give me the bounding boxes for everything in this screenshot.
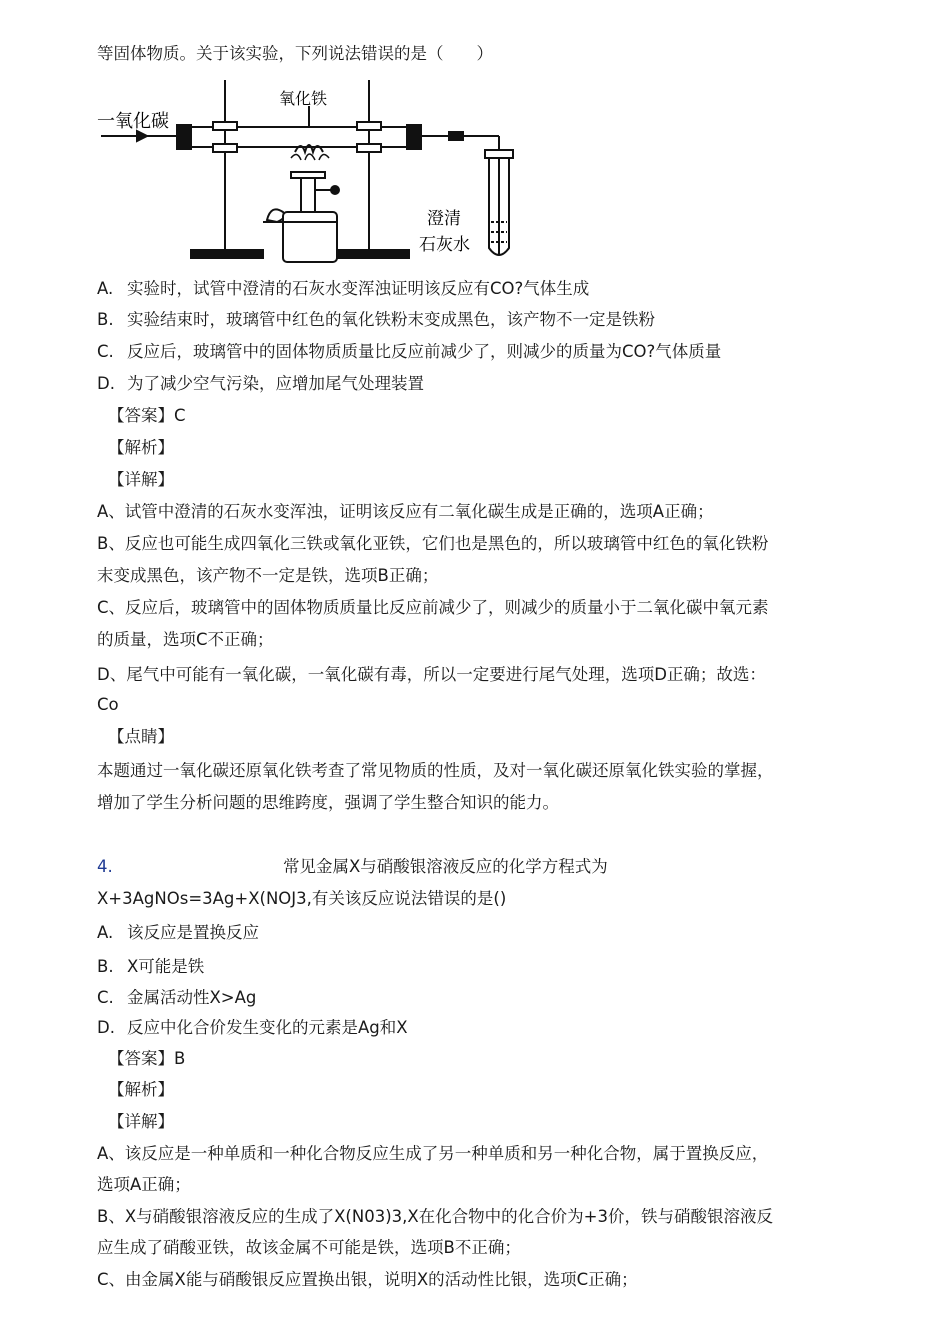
comment-label: 【点睛】 bbox=[108, 727, 174, 746]
explain-line: 应生成了硝酸亚铁，故该金属不可能是铁，选项B不正确； bbox=[97, 1238, 521, 1257]
explain-line: C、反应后，玻璃管中的固体物质质量比反应前减少了，则减少的质量小于二氧化碳中氧元素 bbox=[97, 598, 769, 617]
explain-line: 选项A正确； bbox=[97, 1175, 191, 1194]
label-fe2o3: 氧化铁 bbox=[279, 89, 328, 108]
option-b: B. 实验结束时，玻璃管中红色的氧化铁粉末变成黑色，该产物不一定是铁粉 bbox=[97, 310, 655, 329]
option-b: B. X可能是铁 bbox=[97, 957, 205, 976]
gas-container bbox=[283, 212, 337, 262]
explain-line: 末变成黑色，该产物不一定是铁，选项B正确； bbox=[97, 566, 439, 585]
explain-line: Co bbox=[97, 695, 119, 714]
option-c: C. 反应后，玻璃管中的固体物质质量比反应前减少了，则减少的质量为CO?气体质量 bbox=[97, 342, 722, 361]
right-stand-base bbox=[337, 250, 409, 258]
left-stand-base bbox=[191, 250, 263, 258]
explain-line: A、试管中澄清的石灰水变浑浊，证明该反应有二氧化碳生成是正确的，选项A正确； bbox=[97, 502, 714, 521]
option-d: D. 反应中化合价发生变化的元素是Ag和X bbox=[97, 1018, 408, 1037]
option-a: A. 该反应是置换反应 bbox=[97, 923, 259, 942]
option-c: C. 金属活动性X>Ag bbox=[97, 988, 257, 1007]
answer-label: 【答案】B bbox=[108, 1049, 186, 1068]
answer-label: 【答案】C bbox=[108, 406, 186, 425]
analysis-label: 【解析】 bbox=[108, 438, 174, 457]
left-stopper bbox=[177, 125, 191, 149]
label-co: 一氧化碳 bbox=[97, 111, 169, 132]
explain-line: B、X与硝酸银溶液反应的生成了X(N03)3,X在化合物中的化合价为+3价，铁与硝酸银溶液反 bbox=[97, 1207, 774, 1226]
explain-line: C、由金属X能与硝酸银反应置换出银，说明X的活动性比银，选项C正确； bbox=[97, 1270, 638, 1289]
label-limewater-1: 澄清 bbox=[427, 209, 461, 229]
analysis-label: 【解析】 bbox=[108, 1080, 174, 1099]
explain-line: B、反应也可能生成四氧化三铁或氧化亚铁，它们也是黑色的，所以玻璃管中红色的氧化铁粉 bbox=[97, 534, 769, 553]
option-a: A. 实验时，试管中澄清的石灰水变浑浊证明该反应有CO?气体生成 bbox=[97, 279, 590, 298]
explain-line: A、该反应是一种单质和一种化合物反应生成了另一种单质和另一种化合物，属于置换反应， bbox=[97, 1144, 769, 1163]
apparatus-diagram bbox=[97, 72, 547, 267]
question-title: 常见金属X与硝酸银溶液反应的化学方程式为 bbox=[283, 857, 608, 876]
test-tube-stopper bbox=[485, 150, 513, 158]
comment-line: 增加了学生分析问题的思维跨度，强调了学生整合知识的能力。 bbox=[97, 793, 559, 812]
option-d: D. 为了减少空气污染，应增加尾气处理装置 bbox=[97, 374, 424, 393]
right-stopper bbox=[407, 125, 421, 149]
label-limewater-2: 石灰水 bbox=[419, 235, 470, 255]
burner-tube bbox=[301, 176, 315, 212]
question-intro: 等固体物质。关于该实验，下列说法错误的是（ ） bbox=[97, 44, 493, 63]
comment-line: 本题通过一氧化碳还原氧化铁考查了常见物质的性质，及对一氧化碳还原氧化铁实验的掌握， bbox=[97, 761, 774, 780]
detail-label: 【详解】 bbox=[108, 1112, 174, 1131]
detail-label: 【详解】 bbox=[108, 470, 174, 489]
explain-line: 的质量，选项C不正确； bbox=[97, 630, 274, 649]
explain-line: D、尾气中可能有一氧化碳，一氧化碳有毒，所以一定要进行尾气处理，选项D正确；故选： bbox=[97, 665, 766, 684]
question-number: 4. bbox=[97, 857, 113, 876]
question-equation: X+3AgNOs=3Ag+X(NOJ3,有关该反应说法错误的是() bbox=[97, 889, 507, 908]
burner-valve bbox=[267, 209, 284, 222]
